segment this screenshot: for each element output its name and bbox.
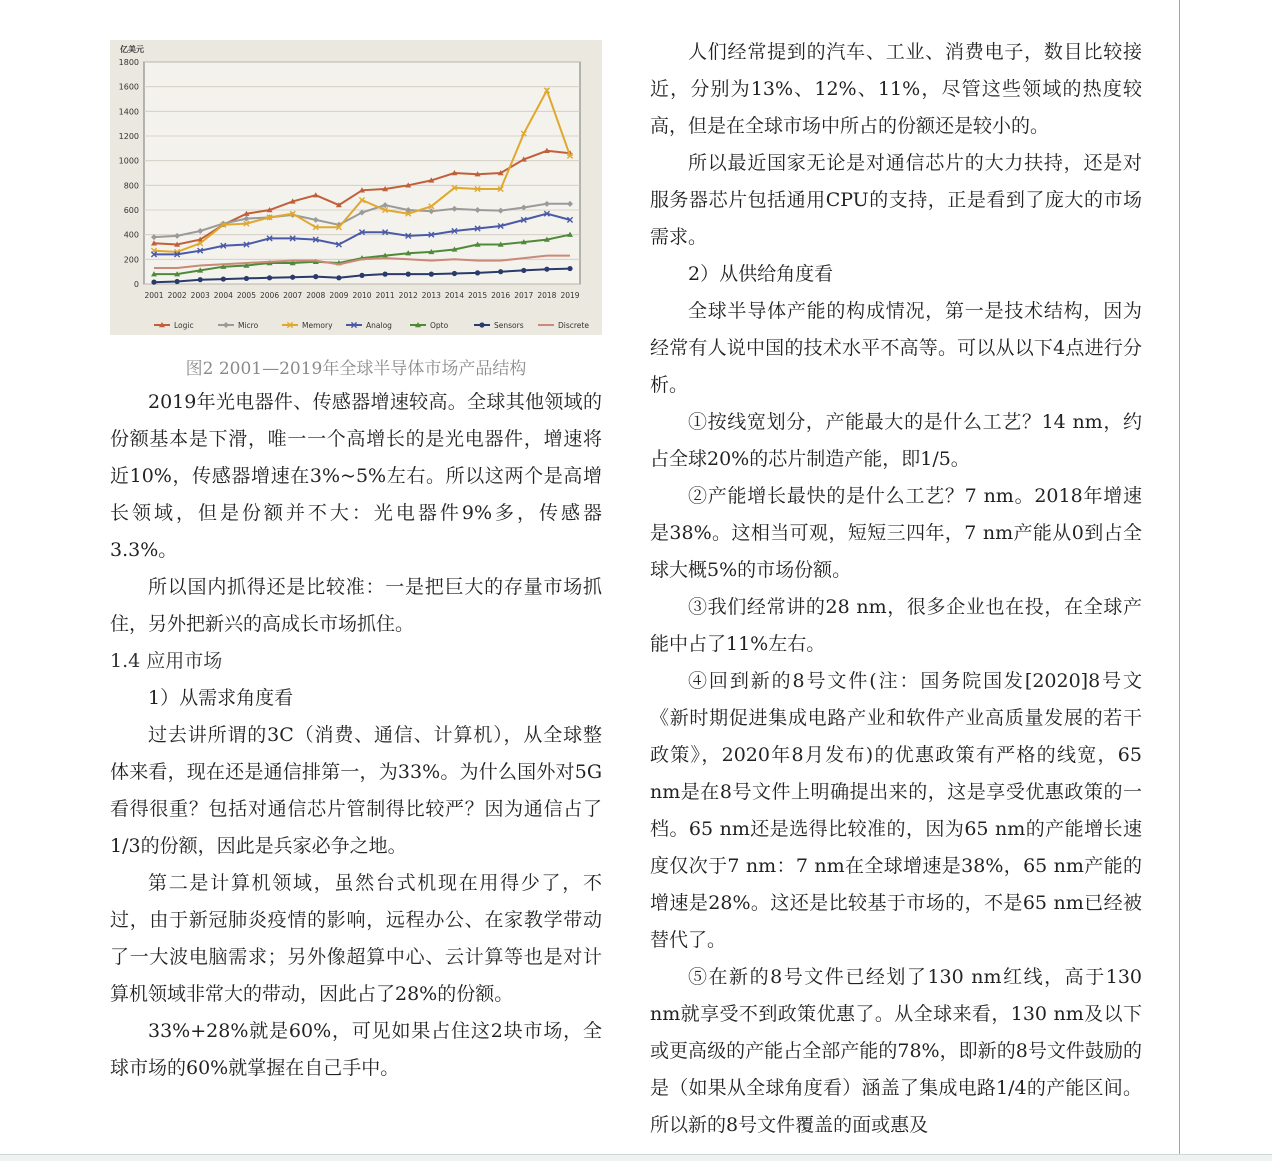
paragraph: 第二是计算机领域，虽然台式机现在用得少了，不过，由于新冠肺炎疫情的影响，远程办公、在家教学带动了一大波电脑需求；另外像超算中心、云计算等也是对计算机领域非常大的带动，因此占了28%的份额。	[110, 872, 602, 1005]
plot-area	[144, 62, 580, 284]
x-tick-label: 2017	[514, 291, 534, 300]
data-point-sensors	[544, 267, 549, 272]
y-tick-label: 600	[123, 206, 139, 215]
chart-figure	[110, 40, 602, 335]
page-edge-divider	[1179, 0, 1180, 1160]
data-point-sensors	[313, 274, 318, 279]
paragraph: 所以最近国家无论是对通信芯片的大力扶持，还是对服务器芯片包括通用CPU的支持，正是看到了庞大的市场需求。	[650, 152, 1142, 248]
x-tick-label: 2015	[468, 291, 488, 300]
y-unit-label: 亿美元	[120, 45, 144, 54]
section-heading: 1.4 应用市场	[110, 650, 223, 672]
data-point-sensors	[452, 271, 457, 276]
x-tick-label: 2009	[329, 291, 349, 300]
y-tick-label: 1600	[118, 82, 139, 92]
viewer-margin	[1176, 0, 1272, 1160]
legend-marker-micro	[223, 322, 229, 328]
legend-label-discrete: Discrete	[558, 321, 589, 330]
data-point-sensors	[221, 276, 226, 281]
data-point-sensors	[336, 275, 341, 280]
y-tick-label: 0	[133, 280, 139, 289]
x-tick-label: 2011	[375, 291, 395, 300]
data-point-sensors	[567, 266, 572, 271]
x-tick-label: 2004	[213, 291, 233, 300]
data-point-sensors	[267, 275, 272, 280]
data-point-sensors	[406, 272, 411, 277]
x-tick-label: 2006	[260, 291, 280, 300]
data-point-sensors	[359, 273, 364, 278]
data-point-sensors	[198, 277, 203, 282]
data-point-sensors	[151, 280, 156, 285]
legend-label-memory: Memory	[302, 321, 333, 330]
market-line-chart	[110, 40, 602, 335]
paragraph: 过去讲所谓的3C（消费、通信、计算机），从全球整体来看，现在还是通信排第一，为33%。为什么国外对5G看得很重？包括对通信芯片管制得比较严？因为通信占了1/3的份额，因此是兵家必争之地。	[110, 724, 602, 857]
x-tick-label: 2018	[537, 291, 557, 300]
paragraph: 2019年光电器件、传感器增速较高。全球其他领域的份额基本是下滑，唯一一个高增长的是光电器件，增速将近10%，传感器增速在3%~5%左右。所以这两个是高增长领域，但是份额并不大：光电器件9%多，传感器3.3%。	[110, 391, 602, 561]
figure-caption: 图2 2001—2019年全球半导体市场产品结构	[185, 359, 527, 379]
y-tick-label: 1400	[118, 107, 139, 117]
subsection-heading: 2）从供给角度看	[688, 263, 834, 285]
paragraph: ③我们经常讲的28 nm，很多企业也在投，在全球产能中占了11%左右。	[650, 596, 1142, 655]
y-tick-label: 400	[123, 230, 139, 240]
x-tick-label: 2014	[444, 291, 464, 300]
x-tick-label: 2013	[421, 291, 441, 300]
legend-label-analog: Analog	[366, 321, 392, 330]
x-tick-label: 2007	[283, 291, 303, 300]
paragraph: ②产能增长最快的是什么工艺？7 nm。2018年增速是38%。这相当可观，短短三四年，7 nm产能从0到占全球大概5%的市场份额。	[650, 485, 1142, 581]
right-column	[650, 34, 1142, 1144]
x-tick-label: 2012	[398, 291, 418, 300]
legend-marker-sensors	[479, 322, 484, 327]
data-point-sensors	[383, 272, 388, 277]
data-point-sensors	[429, 272, 434, 277]
x-tick-label: 2005	[236, 291, 256, 300]
paragraph: 人们经常提到的汽车、工业、消费电子，数目比较接近，分别为13%、12%、11%，尽管这些领域的热度较高，但是在全球市场中所占的份额还是较小的。	[650, 41, 1142, 137]
y-tick-label: 800	[123, 181, 139, 191]
legend-label-sensors: Sensors	[494, 321, 524, 330]
x-tick-label: 2008	[306, 291, 326, 300]
left-column	[110, 384, 602, 1087]
subsection-heading: 1）从需求角度看	[148, 687, 294, 709]
y-tick-label: 1800	[118, 58, 139, 67]
paragraph: 33%+28%就是60%，可见如果占住这2块市场，全球市场的60%就掌握在自己手中。	[110, 1020, 602, 1079]
legend-label-opto: Opto	[430, 321, 449, 330]
x-tick-label: 2010	[352, 291, 372, 300]
data-point-sensors	[244, 276, 249, 281]
paragraph: ⑤在新的8号文件已经划了130 nm红线，高于130 nm就享受不到政策优惠了。从全球来看，130 nm及以下或更高级的产能占全部产能的78%，即新的8号文件鼓励的是（如果从全球角度看）涵盖了集成电路1/4的产能区间。所以新的8号文件覆盖的面或惠及	[650, 966, 1142, 1136]
data-point-sensors	[290, 275, 295, 280]
y-tick-label: 200	[123, 255, 139, 265]
y-tick-label: 1000	[118, 156, 139, 166]
legend-label-logic: Logic	[174, 321, 194, 330]
paragraph: ④回到新的8号文件(注：国务院国发[2020]8号文《新时期促进集成电路产业和软件产业高质量发展的若干政策》，2020年8月发布)的优惠政策有严格的线宽，65 nm是在8号文件上明确提出来的，这是享受优惠政策的一档。65 nm还是选得比较准的，因为65 nm的产能增长速度仅次于7 nm：7 nm在全球增速是38%，65 nm产能的增速是28%。这还是比较基于市场的，不是65 nm已经被替代了。	[650, 670, 1142, 951]
paragraph: 全球半导体产能的构成情况，第一是技术结构，因为经常有人说中国的技术水平不高等。可以从以下4点进行分析。	[650, 300, 1142, 396]
x-tick-label: 2001	[144, 291, 164, 300]
data-point-sensors	[498, 269, 503, 274]
x-tick-label: 2019	[560, 291, 580, 300]
x-tick-label: 2003	[190, 291, 210, 300]
data-point-sensors	[175, 279, 180, 284]
paragraph: 所以国内抓得还是比较准：一是把巨大的存量市场抓住，另外把新兴的高成长市场抓住。	[110, 576, 602, 635]
x-tick-label: 2016	[491, 291, 511, 300]
data-point-sensors	[475, 270, 480, 275]
legend-label-micro: Micro	[238, 321, 259, 330]
paragraph: ①按线宽划分，产能最大的是什么工艺？14 nm，约占全球20%的芯片制造产能，即1/5。	[650, 411, 1142, 470]
x-tick-label: 2002	[167, 291, 187, 300]
y-tick-label: 1200	[118, 132, 139, 141]
data-point-sensors	[521, 268, 526, 273]
